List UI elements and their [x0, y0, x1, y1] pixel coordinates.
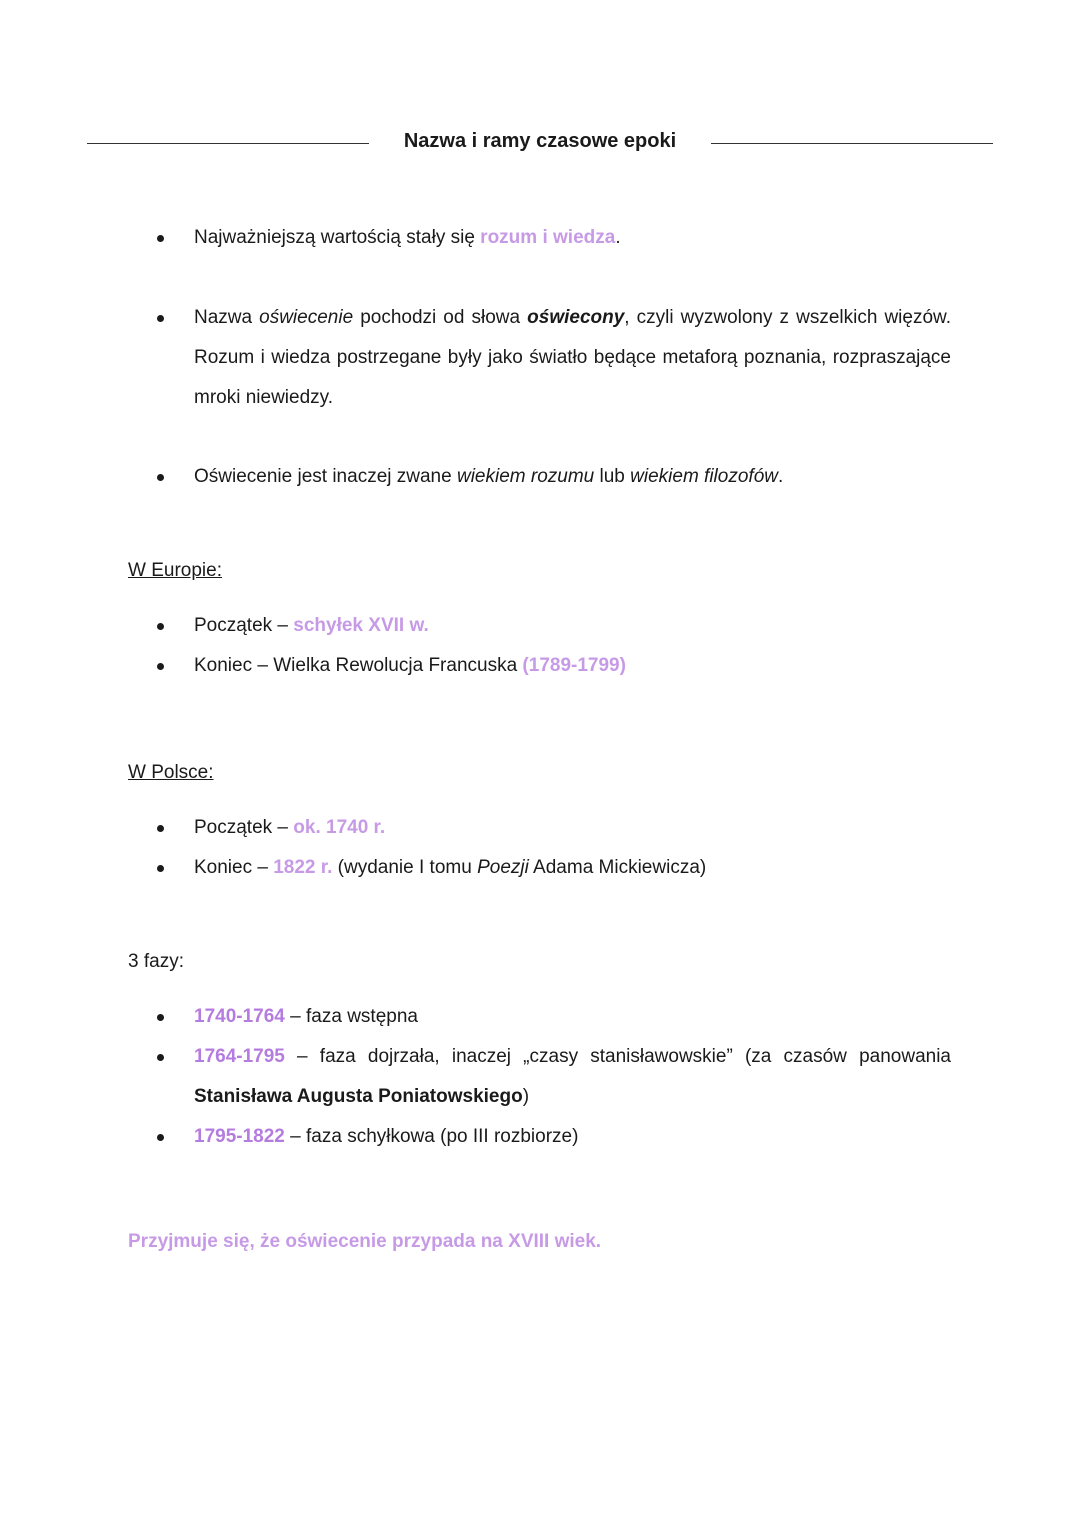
- page-title: Nazwa i ramy czasowe epoki: [403, 130, 677, 152]
- highlight: ok. 1740 r.: [293, 817, 386, 838]
- list-item: 1740-1764 – faza wstępna: [194, 997, 951, 1037]
- list-item: Początek – ok. 1740 r.: [194, 808, 951, 848]
- list-item: Koniec – 1822 r. (wydanie I tomu Poezji Adama Mickiewicza): [194, 848, 951, 888]
- list-item: 1795-1822 – faza schyłkowa (po III rozbiorze): [194, 1117, 951, 1157]
- list-item: Najważniejszą wartością stały się rozum i wiedza.: [194, 218, 951, 258]
- section-heading-phases: 3 fazy:: [128, 951, 184, 972]
- list-item: Oświecenie jest inaczej zwane wiekiem rozumu lub wiekiem filozofów.: [194, 457, 951, 497]
- highlight: rozum i wiedza: [480, 227, 616, 248]
- list-item: 1764-1795 – faza dojrzała, inaczej „czasy stanisławowskie” (za czasów panowania Stanisława Augusta Poniatowskiego): [194, 1037, 951, 1117]
- conclusion-note: Przyjmuje się, że oświecenie przypada na XVIII wiek.: [128, 1231, 602, 1252]
- highlight: 1822 r.: [273, 857, 333, 878]
- section-heading-europe: W Europie:: [128, 560, 222, 581]
- highlight: (1789-1799): [522, 655, 626, 676]
- highlight: 1795-1822: [194, 1126, 285, 1147]
- section-heading-poland: W Polsce:: [128, 762, 214, 783]
- highlight: schyłek XVII w.: [293, 615, 429, 636]
- highlight: 1740-1764: [194, 1006, 285, 1027]
- list-item: Początek – schyłek XVII w.: [194, 606, 951, 646]
- list-item: Koniec – Wielka Rewolucja Francuska (1789-1799): [194, 646, 951, 686]
- list-item: Nazwa oświecenie pochodzi od słowa oświecony, czyli wyzwolony z wszelkich więzów. Rozum i wiedza postrzegane były jako światło będące metaforą poznania, rozpraszające mroki niewiedzy.: [194, 298, 951, 418]
- highlight: 1764-1795: [194, 1046, 285, 1067]
- header-rule-left: [87, 143, 369, 144]
- header-rule-right: [711, 143, 993, 144]
